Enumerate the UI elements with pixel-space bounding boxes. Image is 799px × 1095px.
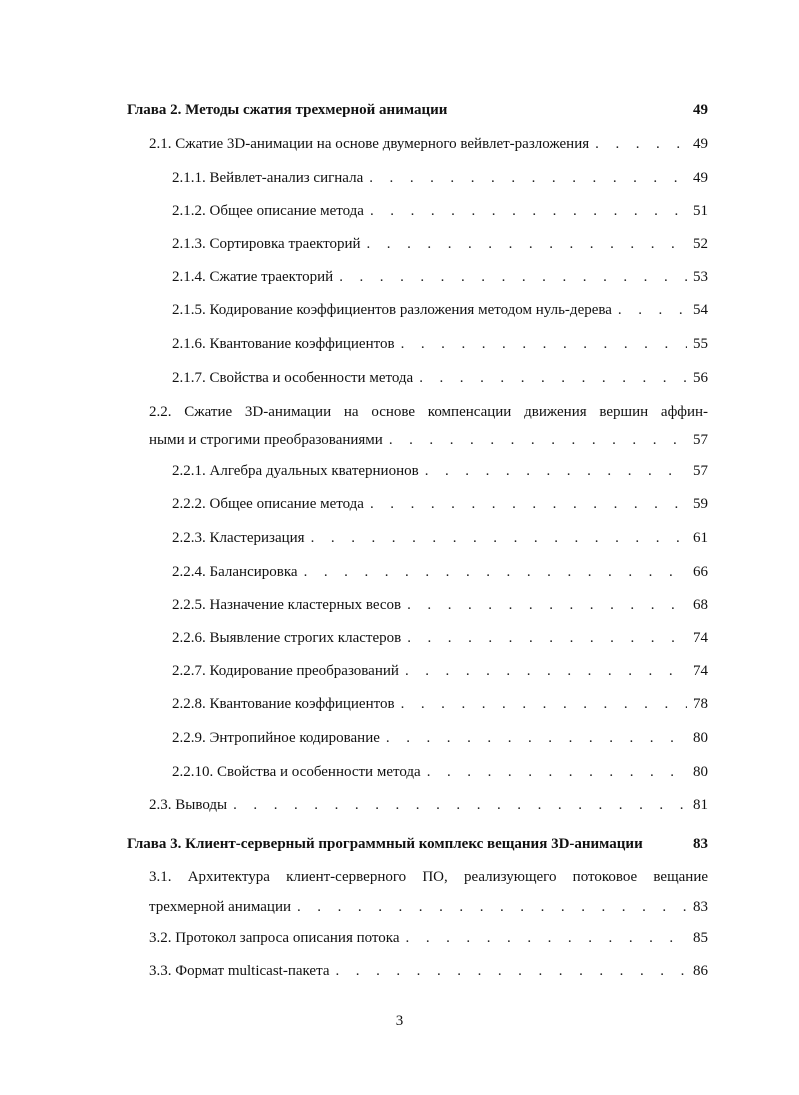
leader-dots [339, 267, 687, 287]
toc-title: 2.1.4. Сжатие траекторий [172, 269, 334, 285]
toc-page: 74 [693, 663, 708, 679]
toc-page: 86 [693, 963, 708, 979]
toc-page: 85 [693, 930, 708, 946]
toc-title: 2.1. Сжатие 3D-анимации на основе двумерного вейвлет-разложения [149, 136, 590, 152]
toc-section-3-2[interactable] [149, 928, 708, 948]
toc-subsection-2-1-3[interactable] [172, 234, 708, 254]
leader-dots [407, 628, 687, 648]
toc-title: 2.2.7. Кодирование преобразований [172, 663, 399, 679]
leader-dots [406, 928, 687, 948]
leader-dots [407, 595, 687, 615]
leader-dots [389, 430, 687, 450]
leader-dots [369, 168, 687, 188]
leader-dots [297, 897, 687, 917]
toc-page: 57 [693, 463, 708, 479]
toc-page: 51 [693, 203, 708, 219]
toc-page: 54 [693, 302, 708, 318]
toc-title-line-2: трехмерной анимации [149, 899, 291, 915]
leader-dots [595, 134, 687, 154]
toc-page: 83 [693, 836, 708, 852]
toc-subsection-2-2-3[interactable] [172, 528, 708, 548]
leader-dots [401, 694, 687, 714]
toc-section-2-3[interactable] [149, 795, 708, 815]
toc-chapter-3[interactable] [127, 834, 708, 854]
toc-title: 2.2.9. Энтропийное кодирование [172, 730, 380, 746]
toc-page: 81 [693, 797, 708, 813]
toc-subsection-2-2-1[interactable] [172, 461, 708, 481]
leader-dots [618, 300, 687, 320]
toc-title: 3.2. Протокол запроса описания потока [149, 930, 400, 946]
toc-subsection-2-1-4[interactable] [172, 267, 708, 287]
toc-subsection-2-2-2[interactable] [172, 494, 708, 514]
toc-title: 2.2.4. Балансировка [172, 564, 298, 580]
toc-subsection-2-1-6[interactable] [172, 334, 708, 354]
leader-dots [419, 368, 687, 388]
toc-page: 66 [693, 564, 708, 580]
toc-page: 55 [693, 336, 708, 352]
toc-subsection-2-2-4[interactable] [172, 562, 708, 582]
page-number: 3 [395, 1013, 404, 1029]
leader-dots [367, 234, 688, 254]
toc-page: 83 [693, 899, 708, 915]
toc-title: Глава 3. Клиент-серверный программный комплекс вещания 3D-анимации [127, 836, 643, 852]
toc-title: 2.2.10. Свойства и особенности метода [172, 764, 421, 780]
toc-section-2-1[interactable] [149, 134, 708, 154]
toc-title: 2.1.3. Сортировка траекторий [172, 236, 361, 252]
toc-page: 52 [693, 236, 708, 252]
toc-page: 56 [693, 370, 708, 386]
toc-page: 78 [693, 696, 708, 712]
toc-subsection-2-2-6[interactable] [172, 628, 708, 648]
toc-page: 49 [693, 170, 708, 186]
toc-page: 80 [693, 764, 708, 780]
toc-subsection-2-1-7[interactable] [172, 368, 708, 388]
toc-title-line-2: ными и строгими преобразованиями [149, 432, 383, 448]
leader-dots [311, 528, 687, 548]
toc-subsection-2-2-9[interactable] [172, 728, 708, 748]
toc-title: 2.2.3. Кластеризация [172, 530, 305, 546]
leader-dots [233, 795, 687, 815]
toc-page: 80 [693, 730, 708, 746]
leader-dots [370, 494, 687, 514]
toc-title: 2.2.8. Квантование коэффициентов [172, 696, 395, 712]
toc-title: 2.1.5. Кодирование коэффициентов разложения методом нуль-дерева [172, 302, 612, 318]
toc-page: 57 [693, 432, 708, 448]
toc-section-2-2[interactable] [149, 402, 708, 450]
toc-section-3-1[interactable] [149, 867, 708, 917]
toc-title: 2.2.2. Общее описание метода [172, 496, 364, 512]
leader-dots [401, 334, 687, 354]
toc-title: 2.2.1. Алгебра дуальных кватернионов [172, 463, 419, 479]
leader-dots [370, 201, 687, 221]
toc-subsection-2-1-5[interactable] [172, 300, 708, 320]
toc-title: 3.3. Формат multicast-пакета [149, 963, 330, 979]
toc-title: 2.1.7. Свойства и особенности метода [172, 370, 414, 386]
toc-title-line-1: 2.2. Сжатие 3D-анимации на основе компенсации движения вершин аффин- [149, 404, 708, 420]
leader-dots [335, 961, 687, 981]
leader-dots [386, 728, 687, 748]
toc-page: 61 [693, 530, 708, 546]
toc-title: 2.1.6. Квантование коэффициентов [172, 336, 395, 352]
toc-subsection-2-2-10[interactable] [172, 762, 708, 782]
leader-dots [427, 762, 687, 782]
leader-dots [304, 562, 687, 582]
toc-subsection-2-2-7[interactable] [172, 661, 708, 681]
leader-dots [425, 461, 687, 481]
toc-subsection-2-2-8[interactable] [172, 694, 708, 714]
toc-title: 2.2.6. Выявление строгих кластеров [172, 630, 402, 646]
toc-subsection-2-1-1[interactable] [172, 168, 708, 188]
toc-page: 74 [693, 630, 708, 646]
toc-subsection-2-2-5[interactable] [172, 595, 708, 615]
toc-chapter-2[interactable] [127, 100, 708, 120]
toc-page: 68 [693, 597, 708, 613]
toc-title-line-1: 3.1. Архитектура клиент-серверного ПО, реализующего потоковое вещание [149, 869, 708, 885]
toc-page: 49 [693, 136, 708, 152]
toc-title: 2.1.1. Вейвлет-анализ сигнала [172, 170, 364, 186]
toc-subsection-2-1-2[interactable] [172, 201, 708, 221]
toc-page: 49 [693, 102, 708, 118]
toc-page: 59 [693, 496, 708, 512]
toc-title: 2.2.5. Назначение кластерных весов [172, 597, 402, 613]
toc-title: 2.1.2. Общее описание метода [172, 203, 364, 219]
toc-title: Глава 2. Методы сжатия трехмерной анимации [127, 102, 448, 118]
toc-page: 53 [693, 269, 708, 285]
toc-section-3-3[interactable] [149, 961, 708, 981]
toc-title: 2.3. Выводы [149, 797, 228, 813]
leader-dots [405, 661, 687, 681]
